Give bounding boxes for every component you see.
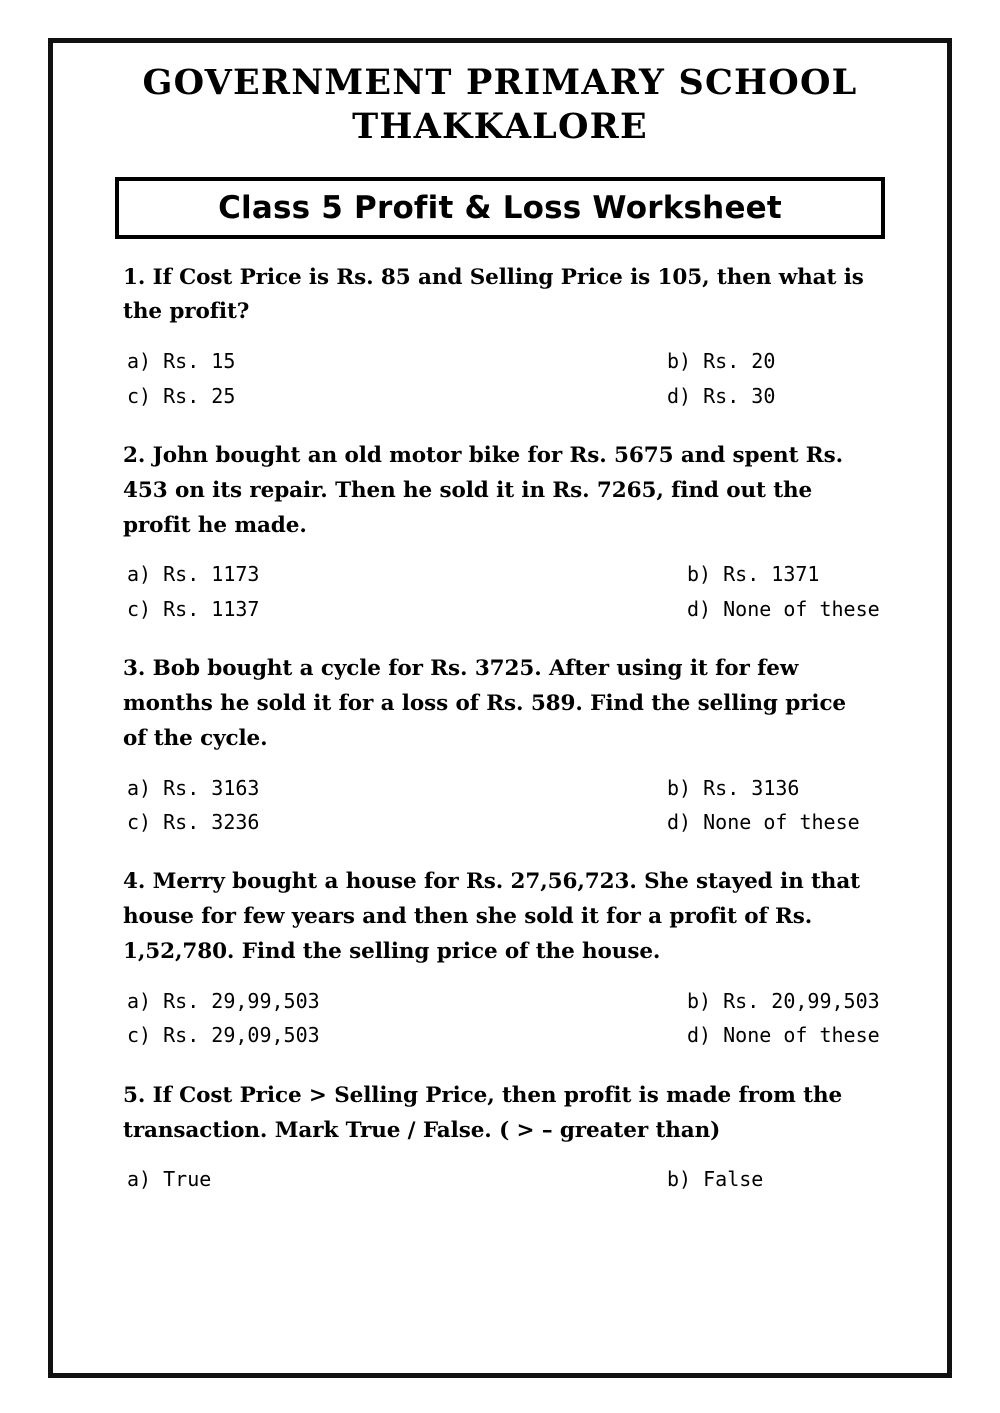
option-a[interactable]: a) Rs. 3163 bbox=[127, 775, 260, 800]
option-c[interactable]: c) Rs. 1137 bbox=[127, 596, 260, 621]
option-a[interactable]: a) Rs. 29,99,503 bbox=[127, 988, 320, 1013]
option-c[interactable]: c) Rs. 29,09,503 bbox=[127, 1023, 320, 1048]
option-b[interactable]: b) Rs. 20,99,503 bbox=[687, 988, 880, 1013]
question-item bbox=[105, 652, 895, 839]
option-c[interactable]: c) Rs. 3236 bbox=[127, 810, 260, 835]
worksheet-content bbox=[53, 43, 947, 1373]
option-row bbox=[127, 592, 895, 626]
option-row bbox=[127, 984, 895, 1018]
question-text: 5. If Cost Price > Selling Price, then profit is made from the transaction. Mark True / False. ( > – greater than) bbox=[123, 1082, 843, 1143]
question-item bbox=[105, 261, 895, 413]
question-text: 4. Merry bought a house for Rs. 27,56,723. She stayed in that house for few years and then she sold it for a profit of Rs. 1,52,780. Find the selling price of the house. bbox=[123, 869, 861, 965]
question-options bbox=[127, 1162, 895, 1196]
question-text: 2. John bought an old motor bike for Rs. 5675 and spent Rs. 453 on its repair. Then he sold it in Rs. 7265, find out the profit he made. bbox=[123, 442, 843, 538]
question-options bbox=[127, 557, 895, 626]
page-title: Class 5 Profit & Loss Worksheet bbox=[218, 189, 782, 226]
option-b[interactable]: b) Rs. 1371 bbox=[687, 562, 820, 587]
question-options bbox=[127, 984, 895, 1053]
option-row bbox=[127, 344, 895, 378]
option-a[interactable]: a) Rs. 15 bbox=[127, 349, 236, 374]
option-row bbox=[127, 771, 895, 805]
option-d[interactable]: d) None of these bbox=[687, 596, 880, 621]
option-row bbox=[127, 1018, 895, 1052]
school-name-line-2: THAKKALORE bbox=[352, 105, 648, 147]
option-b[interactable]: b) Rs. 20 bbox=[667, 349, 776, 374]
questions-list bbox=[105, 261, 895, 1197]
option-row bbox=[127, 557, 895, 591]
question-item bbox=[105, 1079, 895, 1197]
option-b[interactable]: b) False bbox=[667, 1167, 764, 1192]
question-options bbox=[127, 344, 895, 413]
option-d[interactable]: d) None of these bbox=[667, 810, 860, 835]
option-d[interactable]: d) None of these bbox=[687, 1023, 880, 1048]
question-item bbox=[105, 865, 895, 1052]
question-text: 1. If Cost Price is Rs. 85 and Selling Price is 105, then what is the profit? bbox=[123, 264, 864, 325]
question-options bbox=[127, 771, 895, 840]
option-b[interactable]: b) Rs. 3136 bbox=[667, 775, 800, 800]
question-text: 3. Bob bought a cycle for Rs. 3725. After using it for few months he sold it for a loss of Rs. 589. Find the selling price of the cycle. bbox=[123, 656, 847, 751]
option-a[interactable]: a) Rs. 1173 bbox=[127, 562, 260, 587]
school-header bbox=[105, 57, 895, 149]
option-d[interactable]: d) Rs. 30 bbox=[667, 383, 776, 408]
option-c[interactable]: c) Rs. 25 bbox=[127, 383, 236, 408]
school-name-line-1: GOVERNMENT PRIMARY SCHOOL bbox=[142, 62, 858, 103]
option-row bbox=[127, 805, 895, 839]
option-row bbox=[127, 379, 895, 413]
worksheet-title-box bbox=[115, 177, 885, 239]
worksheet-border bbox=[48, 38, 952, 1378]
option-row bbox=[127, 1162, 895, 1196]
question-item bbox=[105, 439, 895, 626]
option-a[interactable]: a) True bbox=[127, 1167, 212, 1192]
